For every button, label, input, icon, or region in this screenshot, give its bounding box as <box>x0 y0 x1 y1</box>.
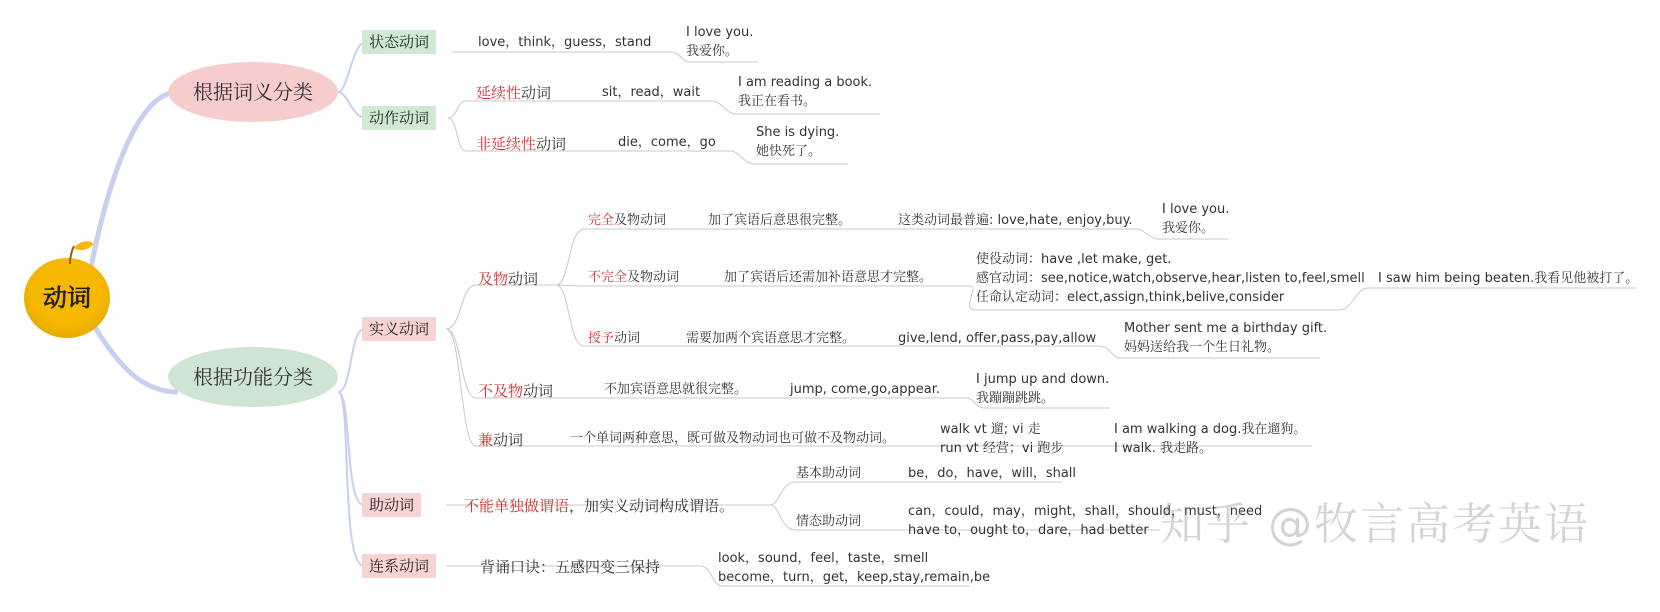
dual-sentence-2: I walk. 我走路。 <box>1114 441 1212 456</box>
auxiliary-verb-box: 助动词 <box>362 493 421 517</box>
action-verb-box: 动作动词 <box>362 106 436 130</box>
linking-line2: become，turn，get，keep,stay,remain,be <box>718 570 991 585</box>
state-verb-box: 状态动词 <box>362 30 436 54</box>
state-examples: love，think，guess，stand <box>478 35 652 50</box>
noncontinuous-sentence-en: She is dying. <box>756 125 840 140</box>
ditransitive-desc: 需要加两个宾语意思才完整。 <box>686 331 856 346</box>
dual-sentence-1: I am walking a dog.我在遛狗。 <box>1114 422 1307 437</box>
dual-run: run vt 经营；vi 跑步 <box>940 441 1064 456</box>
complete-sentence-zh: 我爱你。 <box>1162 221 1215 236</box>
basic-auxiliary-label: 基本助动词 <box>796 466 862 481</box>
continuous-examples: sit，read，wait <box>602 85 701 100</box>
complete-transitive-label: 完全及物动词 <box>588 213 667 228</box>
linking-line1: look，sound，feel，taste，smell <box>718 551 929 566</box>
continuous-sentence-en: I am reading a book. <box>738 75 873 90</box>
incomplete-sentence: I saw him being beaten.我看见他被打了。 <box>1378 271 1639 286</box>
ditransitive-sentence-zh: 妈妈送给我一个生日礼物。 <box>1124 340 1281 355</box>
linking-mnemonic: 背诵口诀：五感四变三保持 <box>480 558 661 576</box>
continuous-verb-label: 延续性动词 <box>476 84 552 102</box>
dual-desc: 一个单词两种意思，既可做及物动词也可做不及物动词。 <box>570 431 896 446</box>
branch-function-notional <box>338 329 364 392</box>
auxiliary-desc: 不能单独做谓语，加实义动词构成谓语。 <box>464 497 735 515</box>
dual-verb-label: 兼动词 <box>478 431 524 449</box>
notional-verb-box: 实义动词 <box>362 317 436 341</box>
continuous-sentence-zh: 我正在看书。 <box>738 94 817 109</box>
perception-verbs: 感官动词：see,notice,watch,observe,hear,listen to,feel,smell <box>976 271 1365 286</box>
function-node: 根据功能分类 <box>168 347 338 407</box>
appointment-verbs: 任命认定动词：elect,assign,think,belive,consider <box>976 290 1285 305</box>
state-sentence-en: I love you. <box>686 25 754 40</box>
modal-auxiliary-line1: can，could，may，might，shall，should，must，need <box>908 504 1263 519</box>
ditransitive-sentence-en: Mother sent me a birthday gift. <box>1124 321 1328 336</box>
linking-verb-box: 连系动词 <box>362 554 436 578</box>
complete-transitive-note: 这类动词最普遍: love,hate, enjoy,buy. <box>898 213 1133 228</box>
transitive-verb-label: 及物动词 <box>478 270 539 288</box>
ditransitive-examples: give,lend, offer,pass,pay,allow <box>898 331 1097 346</box>
noncontinuous-examples: die，come，go <box>618 135 716 150</box>
root-label: 动词 <box>43 284 91 312</box>
intransitive-sentence-zh: 我蹦蹦跳跳。 <box>976 391 1055 406</box>
branch-root-meaning <box>90 92 178 272</box>
watermark: 知乎 @牧言高考英语 <box>1160 499 1590 550</box>
branch-function-aux <box>338 392 364 505</box>
ditransitive-label: 授予动词 <box>588 331 641 346</box>
meaning-node: 根据词义分类 <box>168 62 338 122</box>
complete-transitive-desc: 加了宾语后意思很完整。 <box>708 213 852 228</box>
basic-auxiliary-examples: be，do，have，will，shall <box>908 466 1077 481</box>
noncontinuous-sentence-zh: 她快死了。 <box>756 144 822 159</box>
intransitive-verb-label: 不及物动词 <box>478 382 554 400</box>
intransitive-desc: 不加宾语意思就很完整。 <box>604 382 748 397</box>
state-sentence-zh: 我爱你。 <box>686 44 739 59</box>
complete-sentence-en: I love you. <box>1162 202 1230 217</box>
noncontinuous-verb-label: 非延续性动词 <box>476 135 567 153</box>
dual-walk: walk vt 遛; vi 走 <box>940 422 1041 437</box>
modal-auxiliary-label: 情态助动词 <box>796 514 862 529</box>
intransitive-sentence-en: I jump up and down. <box>976 372 1110 387</box>
incomplete-transitive-label: 不完全及物动词 <box>588 270 680 285</box>
incomplete-transitive-desc: 加了宾语后还需加补语意思才完整。 <box>724 270 933 285</box>
causative-verbs: 使役动词：have ,let make, get. <box>976 252 1172 267</box>
intransitive-examples: jump, come,go,appear. <box>790 382 940 397</box>
modal-auxiliary-line2: have to，ought to，dare，had better <box>908 523 1149 538</box>
